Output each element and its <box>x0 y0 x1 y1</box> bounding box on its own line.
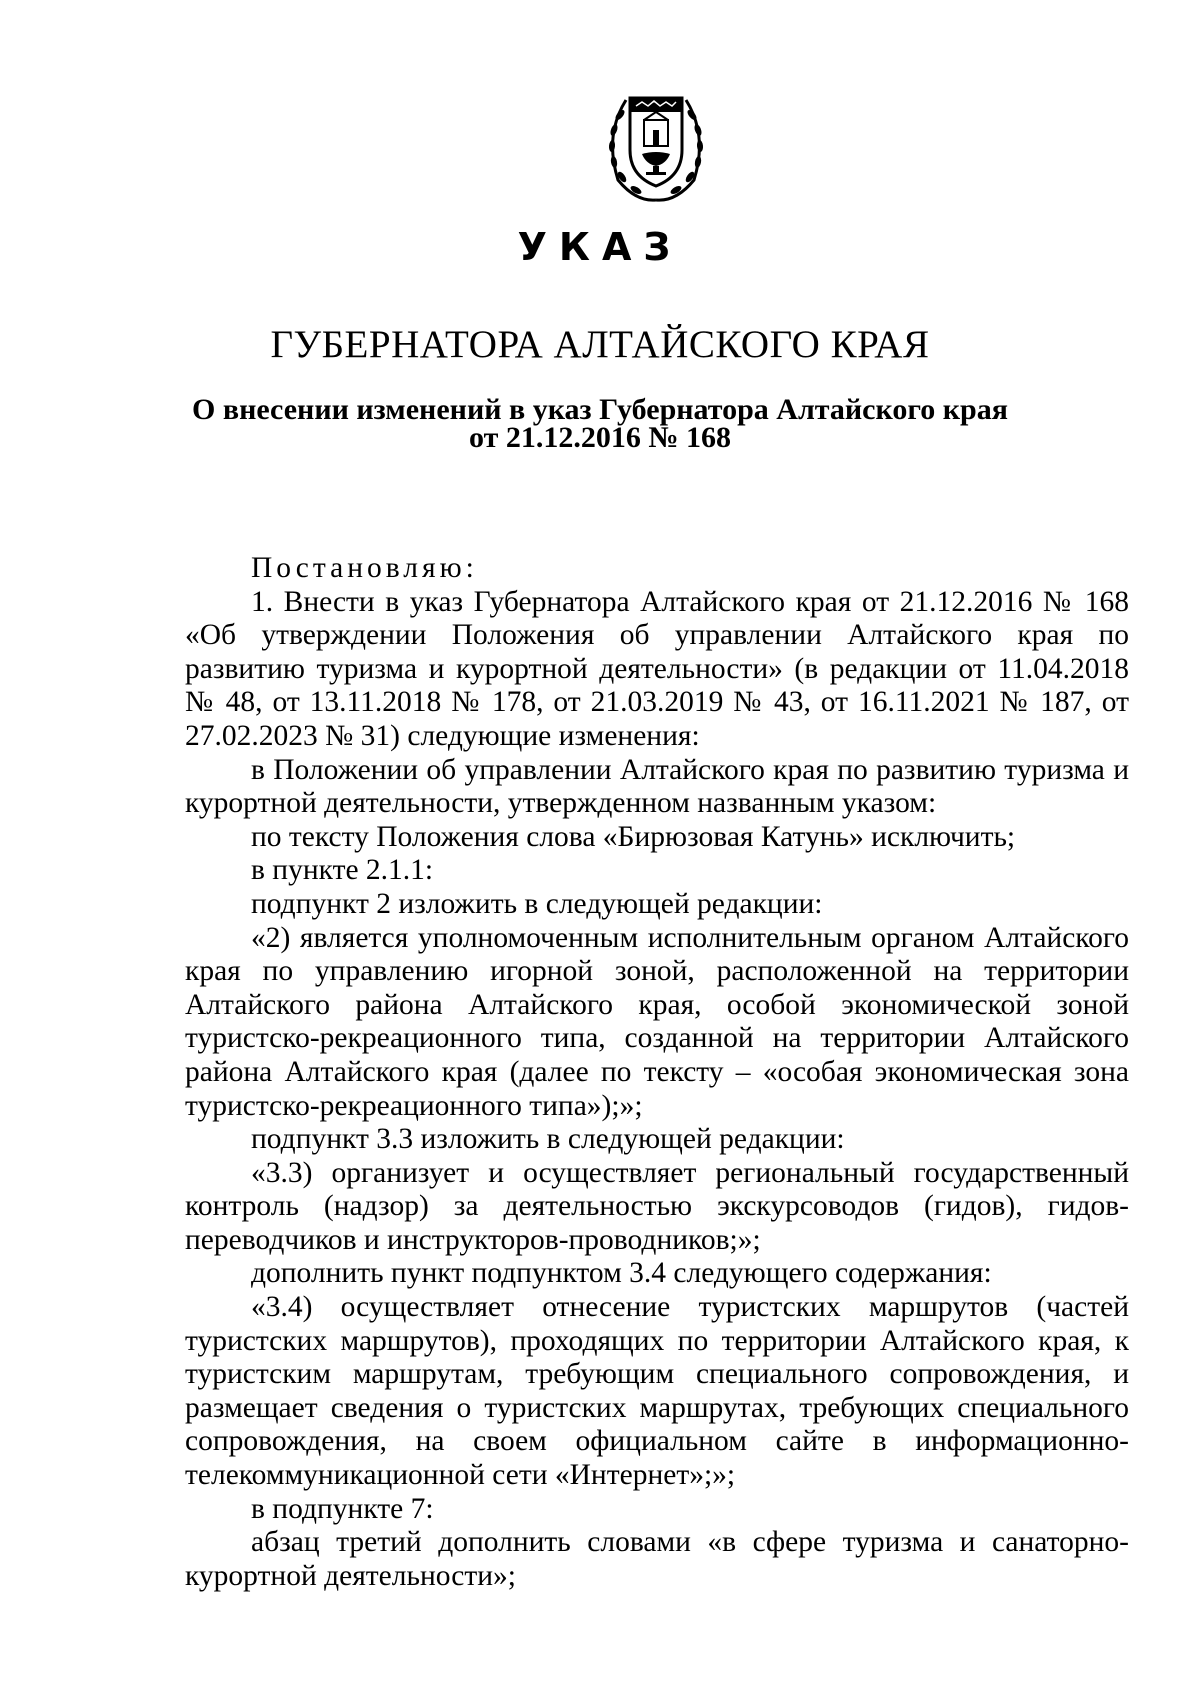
paragraph: подпункт 3.3 изложить в следующей редакции: <box>251 1123 845 1156</box>
paragraph: «3.4) осуществляет отнесение туристских маршрутов (частей туристских маршрутов), проходящих по территории Алтайского края, к туристским маршрутам, требующим специального сопровождения, и размещает сведения о туристских маршрутах, требующих специального сопровождения, на своем официальном сайте в информационно-телекоммуникационной сети «Интернет»;»; <box>185 1291 1129 1492</box>
issuer-heading: ГУБЕРНАТОРА АЛТАЙСКОГО КРАЯ <box>270 323 930 366</box>
subject-line: О внесении изменений в указ Губернатора Алтайского края <box>192 393 1008 426</box>
paragraph: «2) является уполномоченным исполнительным органом Алтайского края по управлению игорной зоной, расположенной на территории Алтайского района Алтайского края, особой экономической зоной туристско-рекреационного типа, созданной на территории Алтайского района Алтайского края (далее по тексту – «особая экономическая зона туристско-рекреационного типа»);»; <box>185 921 1129 1122</box>
paragraph: в Положении об управлении Алтайского края по развитию туризма и курортной деятельности, утвержденном названным указом: <box>185 753 1129 820</box>
document-body <box>185 552 1129 1593</box>
document-title: УКАЗ <box>517 225 683 269</box>
subject-date-line: от 21.12.2016 № 168 <box>469 421 731 454</box>
paragraph: в пункте 2.1.1: <box>251 854 434 887</box>
paragraph: в подпункте 7: <box>251 1492 434 1525</box>
paragraph: дополнить пункт подпунктом 3.4 следующего содержания: <box>251 1257 992 1290</box>
coat-of-arms-icon <box>596 80 716 210</box>
paragraph: «3.3) организует и осуществляет региональный государственный контроль (надзор) за деятельностью экскурсоводов (гидов), гидов-переводчиков и инструкторов-проводников;»; <box>185 1156 1129 1256</box>
document-subject <box>0 393 1200 454</box>
paragraph: подпункт 2 изложить в следующей редакции: <box>251 887 823 920</box>
paragraph: 1. Внести в указ Губернатора Алтайского края от 21.12.2016 № 168 «Об утверждении Положения об управлении Алтайского края по развитию туризма и курортной деятельности» (в редакции от 11.04.2018 № 48, от 13.11.2018 № 178, от 21.03.2019 № 43, от 16.11.2021 № 187, от 27.02.2023 № 31) следующие изменения: <box>185 585 1129 752</box>
decree-word: Постановляю: <box>251 552 478 584</box>
paragraph: абзац третий дополнить словами «в сфере туризма и санаторно-курортной деятельности»; <box>185 1526 1129 1592</box>
paragraph: по тексту Положения слова «Бирюзовая Катунь» исключить; <box>251 820 1016 853</box>
